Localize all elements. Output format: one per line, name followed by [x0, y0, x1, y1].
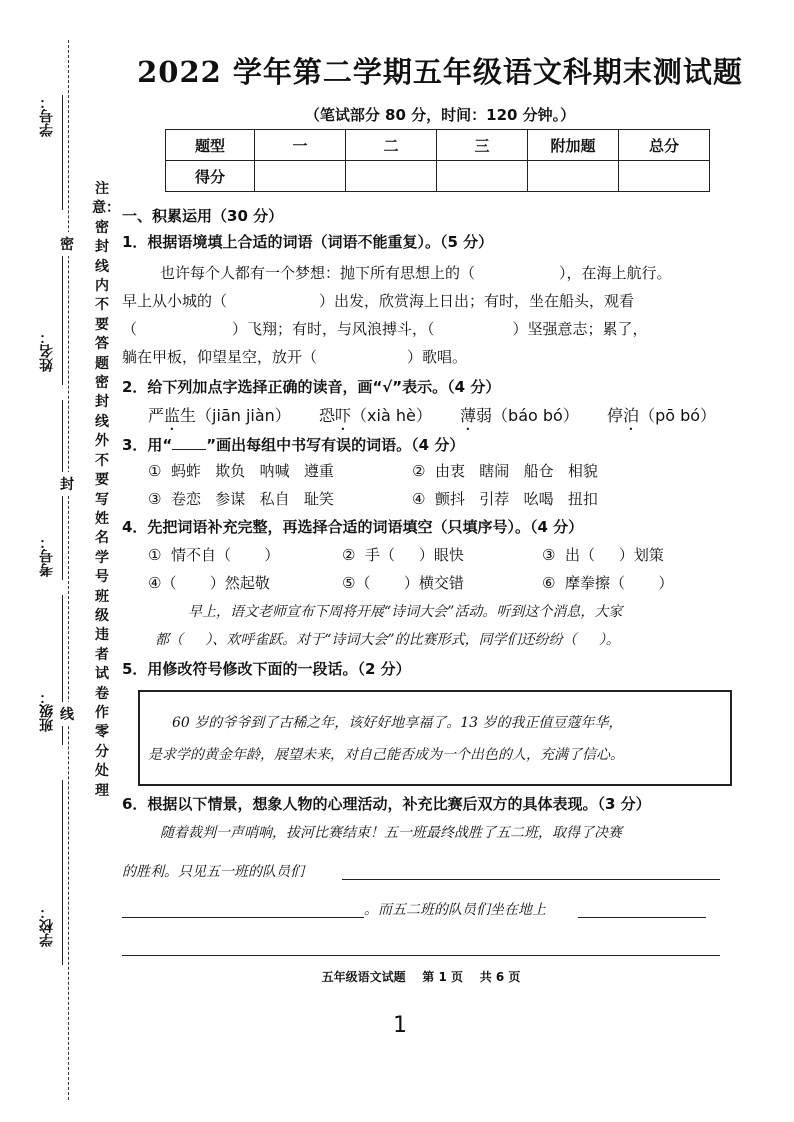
q5-passage-line-2: 是求学的黄金年龄，展望未来，对自己能否成为一个出色的人，充满了信心。 [148, 747, 624, 763]
school-label: 学校： [39, 905, 55, 947]
exam-number-label: 考号： [39, 535, 55, 577]
score-header-2: 二 [346, 130, 437, 161]
class-label: 班级： [39, 690, 55, 732]
q4-paragraph-1: 早上，语文老师宣布下周将开展“诗词大会”活动。听到这个消息，大家 [188, 604, 623, 620]
exam-number-field [40, 535, 54, 577]
student-id-field [40, 95, 54, 137]
school-field [40, 905, 54, 947]
q1-title: 1．根据语境填上合适的词语（词语不能重复）。（5 分） [122, 233, 494, 251]
page-footer: 五年级语文试题 第 1 页 共 6 页 [321, 970, 521, 984]
q3-group-2[interactable]: ② 由衷 瞎闹 船仓 相貌 [412, 462, 598, 480]
q4-item-5[interactable]: ⑤（ ）横交错 [342, 574, 464, 592]
q3-group-3[interactable]: ③ 卷恋 参谋 私自 耻笑 [148, 490, 334, 508]
q1-line-2: 早上从小城的（ ）出发，欣赏海上日出；有时，坐在船头，观看 [122, 292, 635, 310]
score-header-3: 三 [437, 130, 528, 161]
seal-char-xian: 线 [60, 702, 74, 726]
score-table [165, 129, 710, 192]
q5-passage-box[interactable] [138, 690, 732, 786]
q6-line-3: 。而五二班的队员们坐在地上 [364, 902, 546, 918]
q3-group-1[interactable]: ① 蚂蚱 欺负 呐喊 遵重 [148, 462, 334, 480]
name-line [62, 240, 63, 385]
q4-item-6[interactable]: ⑥ 摩拳擦（ ） [542, 574, 674, 592]
score-cell-2[interactable] [346, 161, 437, 192]
underline-sample [172, 433, 206, 450]
q2-item-3[interactable]: 薄弱（báo bó） [460, 406, 579, 425]
q4-item-2[interactable]: ② 手（ ）眼快 [342, 546, 464, 564]
score-header-type: 题型 [166, 130, 255, 161]
q1-line-3: （ ）飞翔；有时，与风浪搏斗，（ ）坚强意志；累了， [122, 320, 648, 338]
q5-passage-line-1: 60 岁的爷爷到了古稀之年，该好好地享福了。13 岁的我正值豆蔻年华， [172, 715, 623, 731]
seal-dashed-line [68, 40, 69, 1100]
name-label: 姓名： [39, 330, 55, 372]
q6-answer-line-3[interactable] [578, 917, 706, 918]
binding-notice: 注意：密封线内不要答题 密封线外不要写姓名 学号 班级违者试卷作零分处理 [92, 181, 120, 799]
q6-answer-line-4[interactable] [122, 955, 720, 956]
seal-char-mi: 密 [60, 232, 74, 256]
q2-item-4[interactable]: 停泊（pō bó） [607, 406, 717, 425]
score-cell-total[interactable] [619, 161, 710, 192]
q2-item-1[interactable]: 严监生（jiān jiàn） [148, 406, 291, 425]
q6-title: 6．根据以下情景，想象人物的心理活动，补充比赛后双方的具体表现。（3 分） [122, 795, 651, 813]
q6-answer-line-2[interactable] [122, 917, 364, 918]
q2-title: 2．给下列加点字选择正确的读音，画“√”表示。（4 分） [122, 378, 501, 396]
seal-char-feng: 封 [60, 472, 74, 496]
name-field [40, 330, 54, 372]
student-id-line [62, 95, 63, 210]
q1-line-1: 也许每个人都有一个梦想：抛下所有思想上的（ ），在海上航行。 [160, 264, 672, 282]
score-row-label: 得分 [166, 161, 255, 192]
q4-item-4[interactable]: ④（ ）然起敬 [148, 574, 270, 592]
q4-paragraph-2[interactable]: 都（ ）、欢呼雀跃。对于“诗词大会”的比赛形式，同学们还纷纷（ ）。 [155, 632, 620, 648]
score-table-score-row [166, 161, 710, 192]
score-table-header-row [166, 130, 710, 161]
q5-title: 5．用修改符号修改下面的一段话。（2 分） [122, 660, 411, 678]
page-number: 1 [393, 1013, 407, 1038]
score-cell-bonus[interactable] [528, 161, 619, 192]
q2-item-2[interactable]: 恐吓（xià hè） [319, 406, 432, 425]
exam-subtitle: （笔试部分 80 分，时间：120 分钟。） [304, 106, 576, 124]
q4-title: 4．先把词语补充完整，再选择合适的词语填空（只填序号）。（4 分） [122, 518, 584, 536]
exam-title: 2022 学年第二学期五年级语文科期末测试题 [137, 55, 743, 89]
q4-item-3[interactable]: ③ 出（ ）划策 [542, 546, 664, 564]
class-field [40, 690, 54, 732]
school-line [62, 780, 63, 965]
q2-items [148, 405, 716, 434]
section-title: 一、积累运用（30 分） [122, 207, 284, 225]
q6-line-1: 随着裁判一声哨响，拔河比赛结束！五一班最终战胜了五二班，取得了决赛 [160, 825, 622, 841]
q6-answer-line-1[interactable] [342, 879, 720, 880]
q6-line-2: 的胜利。只见五一班的队员们 [122, 864, 304, 880]
q1-line-4: 躺在甲板，仰望星空，放开（ ）歌唱。 [122, 348, 468, 366]
score-header-total: 总分 [619, 130, 710, 161]
q3-group-4[interactable]: ④ 颤抖 引荐 吆喝 扭扣 [412, 490, 598, 508]
score-header-1: 一 [255, 130, 346, 161]
student-id-label: 学号： [39, 95, 55, 137]
q4-item-1[interactable]: ① 情不自（ ） [148, 546, 280, 564]
q3-title: 3．用“ ”画出每组中书写有误的词语。（4 分） [122, 433, 464, 456]
score-header-bonus: 附加题 [528, 130, 619, 161]
score-cell-1[interactable] [255, 161, 346, 192]
score-cell-3[interactable] [437, 161, 528, 192]
